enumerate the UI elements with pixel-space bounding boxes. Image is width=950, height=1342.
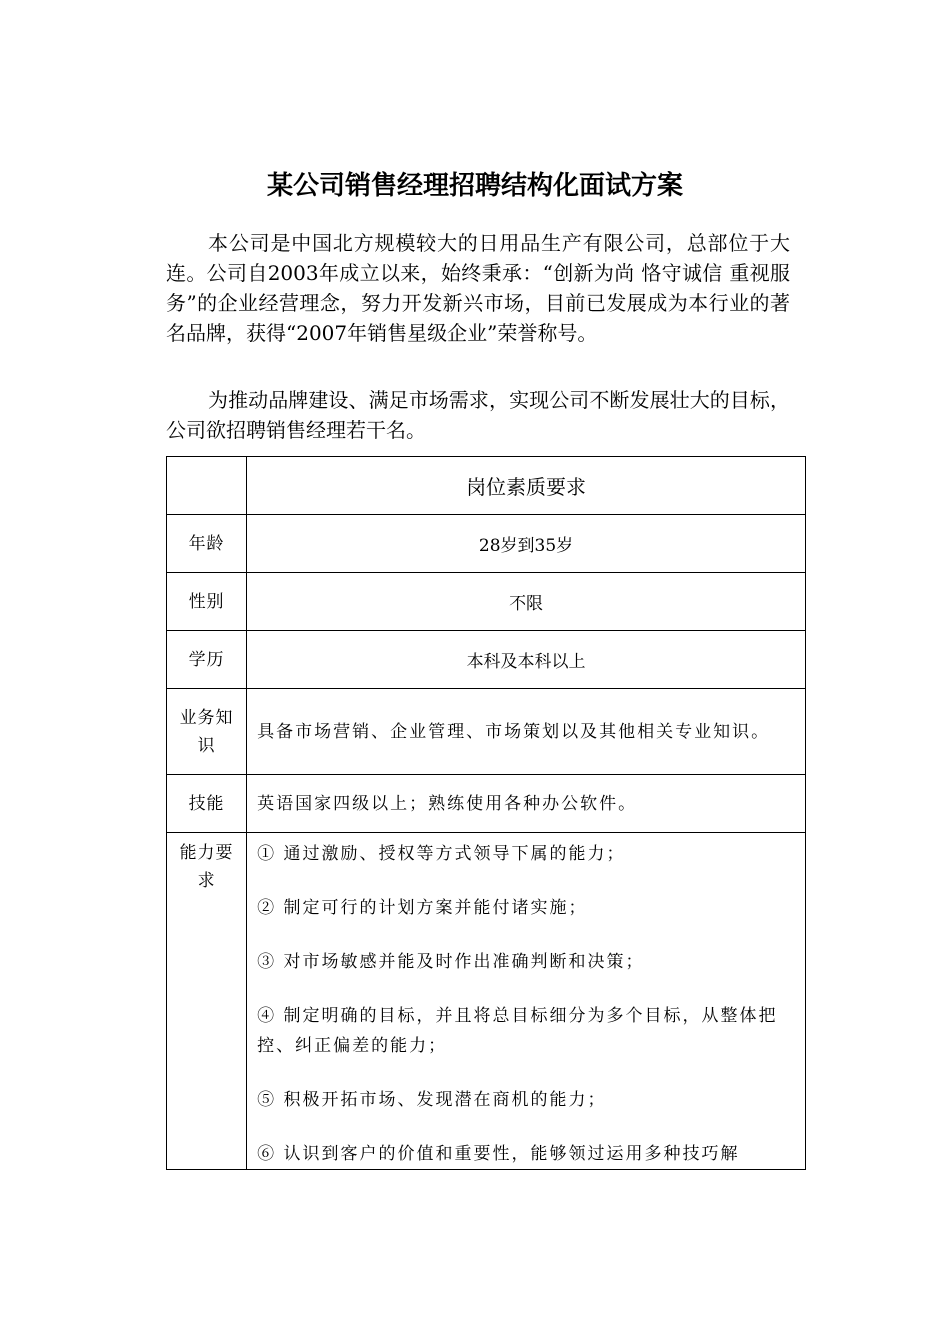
table-row (167, 631, 806, 689)
table-row (167, 573, 806, 631)
table-corner-cell (167, 457, 247, 515)
row-value: 不限 (247, 573, 806, 631)
ability-item: ① 通过激励、授权等方式领导下属的能力； (257, 844, 626, 864)
requirements-table (166, 456, 806, 1170)
ability-item: ② 制定可行的计划方案并能付诸实施； (257, 898, 588, 918)
table-row (167, 775, 806, 833)
ability-row (167, 833, 806, 1170)
row-label: 技能 (167, 775, 247, 833)
ability-label: 能力要求 (167, 833, 247, 1170)
ability-item: ④ 制定明确的目标，并且将总目标细分为多个目标，从整体把控、纠正偏差的能力； (257, 1006, 778, 1056)
row-label: 业务知识 (167, 689, 247, 775)
table-header-cell: 岗位素质要求 (247, 457, 806, 515)
row-value: 具备市场营销、企业管理、市场策划以及其他相关专业知识。 (247, 689, 806, 775)
ability-item: ⑤ 积极开拓市场、发现潜在商机的能力； (257, 1090, 607, 1110)
purpose-paragraph: 为推动品牌建设、满足市场需求，实现公司不断发展壮大的目标，公司欲招聘销售经理若干名。 (166, 388, 790, 442)
intro-paragraph: 本公司是中国北方规模较大的日用品生产有限公司，总部位于大连。公司自2003年成立以来，始终秉承：“创新为尚 恪守诚信 重视服务”的企业经营理念，努力开发新兴市场，目前已发展成为本行业的著名品牌，获得“2007年销售星级企业”荣誉称号。 (166, 231, 790, 345)
ability-list (247, 833, 805, 1169)
ability-item: ③ 对市场敏感并能及时作出准确判断和决策； (257, 952, 645, 972)
ability-cell (247, 833, 806, 1170)
document-title: 某公司销售经理招聘结构化面试方案 (266, 171, 683, 201)
row-label: 性别 (167, 573, 247, 631)
row-label: 学历 (167, 631, 247, 689)
table-row (167, 515, 806, 573)
row-value: 28岁到35岁 (247, 515, 806, 573)
row-value: 英语国家四级以上；熟练使用各种办公软件。 (247, 775, 806, 833)
row-value: 本科及本科以上 (247, 631, 806, 689)
ability-item: ⑥ 认识到客户的价值和重要性，能够领过运用多种技巧解 (257, 1144, 740, 1164)
table-header-row (167, 457, 806, 515)
row-label: 年龄 (167, 515, 247, 573)
table-row (167, 689, 806, 775)
